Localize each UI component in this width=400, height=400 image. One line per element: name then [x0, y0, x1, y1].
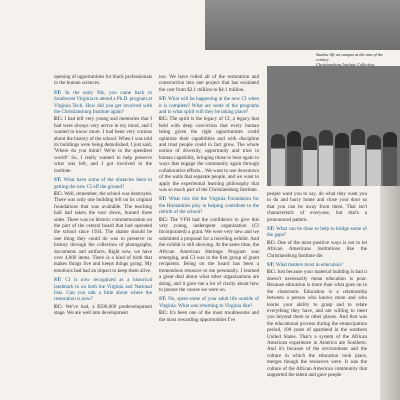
interview-question — [159, 196, 259, 215]
interview-answer — [54, 116, 152, 174]
left-column — [54, 73, 152, 317]
right-column — [267, 190, 367, 378]
photo-caption — [316, 52, 396, 67]
interview-question — [159, 296, 259, 309]
paragraph-text: I had left very young and memories that I had were always very active in my mind, and I wanted to know more. I had been very curious about the history of the school. When I was told its buildings were being demolished, I just said, 'Where do you think? We're in the speediest world!' So, I really wanted to help preserve what was left, and I got involved in the institute. — [54, 116, 152, 174]
paragraph-text: It's been one of the most troublesome and the most rewarding opportunities I've — [159, 310, 260, 323]
interview-question — [54, 90, 152, 116]
page-fold-shadow — [380, 186, 400, 400]
paragraph-text: people want you to say, do what they want you to do and hurry home and close your door so that you can be away from them. That isn't characteristic of everyone, but that's a pronounced pattern. — [267, 191, 367, 223]
paragraph-text: opening of opportunities for black professionals in the human sciences. — [54, 74, 152, 87]
interview-question — [54, 277, 152, 303]
caption-text: Student life on campus at the turn of the century — [316, 52, 383, 62]
paragraph-text: What have some of the obstacles been to getting the new CI off the ground? — [54, 177, 152, 190]
speaker-label: ST: — [267, 262, 276, 269]
paragraph-text: The spirit is the legacy of CI, a legacy that held with deep conviction that every human being given the right opportunities could optimize their capabilities and with discipline and trust people could in fact grow. The whole notion of diversity, opportunity and trust in human capability, bringing those to bear again to ways that engage the community again through collaborative efforts... We want to use downtown of the walls that separate people, and we want to apply the experiential learning philosophy that was so much part of the Christiansburg Institute. — [159, 116, 259, 193]
speaker-label: EC: — [54, 303, 66, 310]
paragraph-text: Just because your material building is bad it doesn't necessarily mean education is poor. Because education is more than what goes on in the classroom. Education is a relationship between a person who knows more and who learns your ability to grasp and to relate everything they have, and are willing to meet you beyond them to other places. And that was the educational process during the emancipation period, 100 years of apartheid in the southern United States. That's a system of the African American experience in America are Southern. And it's because of the environment and the culture in which the education took place, merges though the resources were. It was the culture of the African American community that supported the talent and gave people — [267, 269, 368, 378]
paragraph-text: The VFH had the confidence to give this very young, underspent organization (CI Incorporated) a grant. We were very new and we submitted a proposal for a traveling exhibit. And the exhibit is still showing. At the same time, the African American Heritage Program was emerging, and CI was in the first group of grant recipients. Being on the board has been a tremendous resource to me personally. I learned a great deal about what other organizations are doing, and it gave me a lot of clarity about how to pursue the course we were on. — [159, 216, 259, 293]
paragraph-text: Well, remember, the school was destroyed. There was only one building left on its original foundations that was available. The teaching hall had taken the tour down, burned three sides. There was no historic commemoration on the part of the central board that had operated the school since 1934. The shame should be one thing they could do was to preserve its history through the collection of photographs, documents and artifacts. Right now, we have over 4,000 items. There is a kind of birth that makes things live and keeps things going. My emotions had had an impact to keep them alive. — [54, 190, 153, 274]
interview-question — [267, 262, 367, 268]
speaker-label: ST: — [159, 96, 168, 103]
paragraph-text: One of the most positive ways is not to let African Americans institutions like the Christiansburg Institute die. — [267, 239, 367, 259]
student-group-photo — [267, 66, 400, 186]
paragraph-text: What can be done to help to bridge some of the gaps? — [267, 226, 367, 239]
speaker-label: ST: — [159, 296, 169, 303]
interview-answer — [159, 116, 259, 193]
paragraph-text: too. We have rolled all of the restoration and construction into one project that has escalated the cost from $2.1 million to $4.1 million. — [159, 74, 259, 93]
caption-credit: Christiansburg Institute Collection — [316, 62, 375, 67]
speaker-label: ST: — [54, 89, 66, 96]
paragraph-text: No, spent some of your adult life outside of Virginia. What was returning to Virginia like? — [159, 296, 260, 309]
top-photo — [205, 0, 400, 50]
speaker-label: EC: — [267, 269, 278, 276]
interview-question — [267, 226, 367, 239]
speaker-label: ST: — [54, 277, 66, 284]
speaker-label: ST: — [54, 177, 64, 184]
interview-question — [159, 96, 259, 115]
interview-answer — [159, 310, 259, 323]
paragraph-text: CI is now recognized as a historical landmark in on both the Virginia and National lists. Can you talk a little about where the restoration is now? — [54, 277, 152, 303]
interview-answer — [54, 304, 152, 317]
paragraph-text: What will be happening at the new CI when it is complete? What are some of the programs and to what spirit will they be taking place? — [159, 96, 259, 116]
speaker-label: EC: — [267, 239, 278, 246]
speaker-label: EC: — [54, 116, 65, 123]
interview-answer — [54, 74, 152, 87]
speaker-label: EC: — [54, 190, 65, 197]
speaker-label: ST: — [267, 226, 277, 233]
speaker-label: ST: — [159, 196, 169, 203]
speaker-label: EC: — [159, 216, 170, 223]
interview-question — [54, 177, 152, 190]
interview-answer — [159, 217, 259, 294]
paragraph-text: What role did the Virginia Foundation for the Humanities play in helping contribute to the rebirth of the school? — [159, 196, 260, 216]
paragraph-text: We've had, a $500,000 predevelopment stage. We are well into development — [54, 303, 152, 317]
paragraph-text: What matters most in education? — [275, 262, 343, 269]
speaker-label: EC: — [159, 310, 170, 317]
interview-answer — [267, 240, 367, 259]
middle-column — [159, 73, 259, 323]
interview-answer — [267, 191, 367, 223]
interview-answer — [159, 74, 259, 93]
paragraph-text: In the early 90s, you came back to Southwest Virginia to attend a Ph.D. program at Virginia Tech. How did you get involved with the Christiansburg Institute again? — [54, 89, 152, 116]
interview-answer — [267, 269, 367, 378]
speaker-label: EC: — [159, 116, 170, 123]
interview-answer — [54, 191, 152, 274]
